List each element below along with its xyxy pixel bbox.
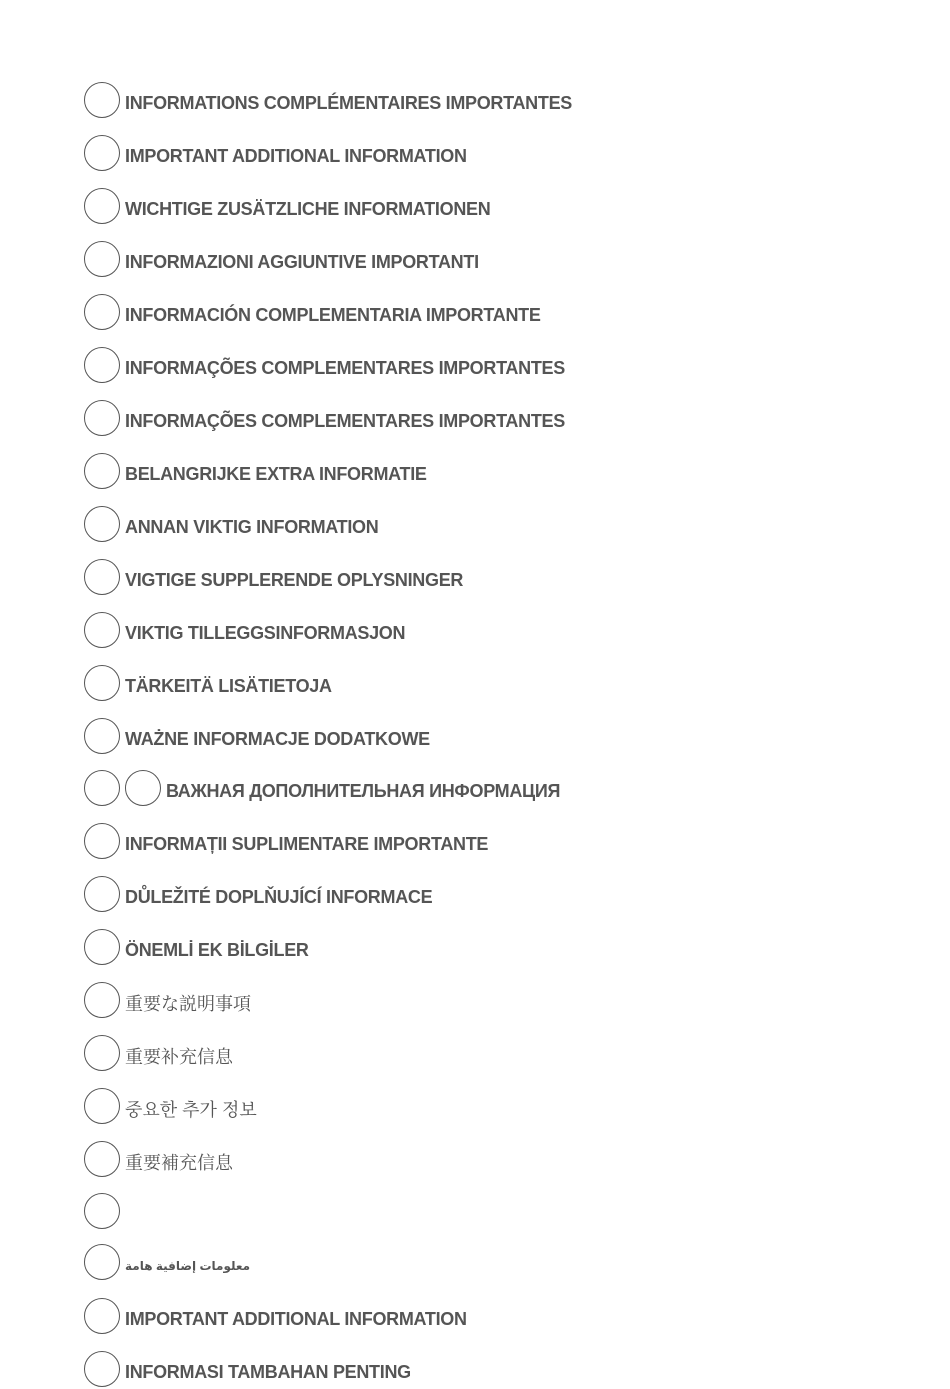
radio-circle[interactable] xyxy=(84,294,120,330)
radio-circle[interactable] xyxy=(84,400,120,436)
option-label: INFORMASI TAMBAHAN PENTING xyxy=(125,1361,411,1382)
option-german[interactable] xyxy=(84,186,490,226)
option-korean[interactable] xyxy=(84,1086,257,1126)
radio-circle[interactable] xyxy=(84,718,120,754)
radio-circle[interactable] xyxy=(84,559,120,595)
radio-circle[interactable] xyxy=(84,241,120,277)
radio-circle[interactable] xyxy=(84,929,120,965)
option-czech[interactable] xyxy=(84,874,432,914)
radio-circle[interactable] xyxy=(84,135,120,171)
option-label: BELANGRIJKE EXTRA INFORMATIE xyxy=(125,463,427,484)
option-label: معلومات إضافية هامة xyxy=(125,1259,251,1273)
option-japanese[interactable] xyxy=(84,980,251,1020)
option-label: ÖNEMLİ EK BİLGİLER xyxy=(125,939,309,960)
option-label: IMPORTANT ADDITIONAL INFORMATION xyxy=(125,1308,467,1329)
radio-circle[interactable] xyxy=(84,612,120,648)
option-label: IMPORTANT ADDITIONAL INFORMATION xyxy=(125,145,467,166)
option-label: VIGTIGE SUPPLERENDE OPLYSNINGER xyxy=(125,569,464,590)
radio-circle[interactable] xyxy=(84,1298,120,1334)
option-blank[interactable] xyxy=(84,1191,125,1231)
option-label: INFORMAZIONI AGGIUNTIVE IMPORTANTI xyxy=(125,251,479,272)
option-chinese-traditional[interactable] xyxy=(84,1139,233,1179)
option-italian[interactable] xyxy=(84,239,479,279)
option-label: INFORMAÇÕES COMPLEMENTARES IMPORTANTES xyxy=(125,410,565,431)
radio-circle-secondary[interactable] xyxy=(125,770,161,806)
option-label: INFORMAȚII SUPLIMENTARE IMPORTANTE xyxy=(125,833,489,854)
radio-circle[interactable] xyxy=(84,823,120,859)
radio-circle[interactable] xyxy=(84,1141,120,1177)
radio-circle[interactable] xyxy=(84,506,120,542)
option-finnish[interactable] xyxy=(84,663,332,703)
radio-circle[interactable] xyxy=(84,453,120,489)
option-label: WAŻNE INFORMACJE DODATKOWE xyxy=(125,728,430,749)
option-russian[interactable] xyxy=(84,768,560,808)
radio-circle[interactable] xyxy=(84,1193,120,1229)
radio-circle[interactable] xyxy=(84,82,120,118)
option-english[interactable] xyxy=(84,133,467,173)
option-spanish[interactable] xyxy=(84,292,541,332)
option-label: TÄRKEITÄ LISÄTIETOJA xyxy=(125,675,332,696)
option-label: DŮLEŽITÉ DOPLŇUJÍCÍ INFORMACE xyxy=(125,886,433,907)
radio-circle[interactable] xyxy=(84,1244,120,1280)
radio-circle[interactable] xyxy=(84,665,120,701)
option-portuguese[interactable] xyxy=(84,345,565,385)
option-french[interactable] xyxy=(84,80,572,120)
option-dutch[interactable] xyxy=(84,451,427,491)
radio-circle[interactable] xyxy=(84,1351,120,1387)
option-arabic[interactable] xyxy=(84,1242,250,1282)
option-label: INFORMATIONS COMPLÉMENTAIRES IMPORTANTES xyxy=(125,92,572,113)
radio-circle[interactable] xyxy=(84,347,120,383)
option-label: ANNAN VIKTIG INFORMATION xyxy=(125,516,379,537)
option-chinese-simplified[interactable] xyxy=(84,1033,233,1073)
option-polish[interactable] xyxy=(84,716,430,756)
radio-circle[interactable] xyxy=(84,1088,120,1124)
option-label: 重要な説明事項 xyxy=(125,994,251,1014)
option-label: INFORMACIÓN COMPLEMENTARIA IMPORTANTE xyxy=(125,304,541,325)
option-portuguese-brazil[interactable] xyxy=(84,398,565,438)
radio-circle[interactable] xyxy=(84,1035,120,1071)
radio-circle[interactable] xyxy=(84,188,120,224)
option-turkish[interactable] xyxy=(84,927,309,967)
option-danish[interactable] xyxy=(84,557,463,597)
radio-circle[interactable] xyxy=(84,770,120,806)
option-indonesian[interactable] xyxy=(84,1349,411,1389)
option-label: ВАЖНАЯ ДОПОЛНИТЕЛЬНАЯ ИНФОРМАЦИЯ xyxy=(166,780,561,801)
option-label: 重要補充信息 xyxy=(125,1153,233,1173)
option-label: WICHTIGE ZUSÄTZLICHE INFORMATIONEN xyxy=(125,198,491,219)
option-english-secondary[interactable] xyxy=(84,1296,467,1336)
option-label: 重要补充信息 xyxy=(125,1047,233,1067)
option-romanian[interactable] xyxy=(84,821,488,861)
option-swedish[interactable] xyxy=(84,504,378,544)
option-label: INFORMAÇÕES COMPLEMENTARES IMPORTANTES xyxy=(125,357,565,378)
radio-circle[interactable] xyxy=(84,876,120,912)
option-label: VIKTIG TILLEGGSINFORMASJON xyxy=(125,622,406,643)
radio-circle[interactable] xyxy=(84,982,120,1018)
option-norwegian[interactable] xyxy=(84,610,405,650)
option-label: 중요한 추가 정보 xyxy=(125,1100,257,1120)
